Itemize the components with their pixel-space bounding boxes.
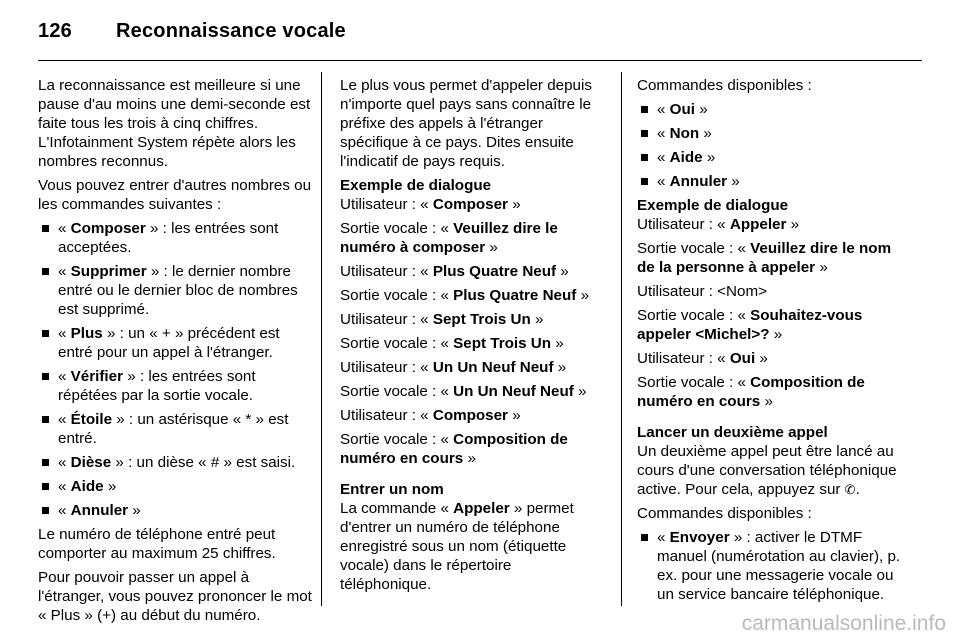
- command-keyword: Plus: [70, 325, 103, 342]
- page-header: [38, 20, 346, 43]
- dialog-heading: Exemple de dialogue: [340, 177, 492, 194]
- list-heading: Commandes disponibles :: [637, 77, 812, 94]
- command-desc: » : un « + » précédent est entré pour un appel à l'étranger.: [58, 325, 280, 361]
- list-item: « Envoyer » : activer le DTMF manuel (numérotation au clavier), p. ex. pour une messagerie vocale ou un service bancaire téléphonique.: [637, 528, 907, 604]
- dialog-line: Sortie vocale : « Un Un Neuf Neuf »: [340, 383, 587, 400]
- column-divider: [321, 72, 322, 606]
- list-item: « Annuler »: [637, 172, 907, 191]
- dialog-line: Utilisateur : « Plus Quatre Neuf »: [340, 263, 569, 280]
- command-desc: »: [128, 502, 141, 519]
- page-title: Reconnaissance vocale: [116, 20, 346, 42]
- dialog-line: Utilisateur : « Oui »: [637, 350, 768, 367]
- command-list: [38, 219, 312, 520]
- dialog-line: Sortie vocale : « Souhaitez-vous appeler <Michel>? »: [637, 307, 863, 343]
- dialog-line: Utilisateur : « Appeler »: [637, 216, 800, 233]
- list-item: « Plus » : un « + » précédent est entré pour un appel à l'étranger.: [38, 324, 312, 362]
- paragraph: Vous pouvez entrer d'autres nombres ou les commandes suivantes :: [38, 177, 312, 213]
- dialog-line: Sortie vocale : « Sept Trois Un »: [340, 335, 564, 352]
- command-desc: » : un dièse « # » est saisi.: [111, 454, 296, 471]
- paragraph: Un deuxième appel peut être lancé au cours d'une conversation téléphonique active. Pour cela, appuyez sur ✆.: [637, 443, 897, 498]
- command-keyword: Composer: [70, 220, 146, 237]
- command-desc: » : le dernier nombre entré ou le dernier bloc de nombres est supprimé.: [58, 263, 298, 318]
- command-keyword: Aide: [70, 478, 104, 495]
- dialog-line: Sortie vocale : « Composition de numéro en cours »: [340, 431, 568, 467]
- list-item: « Composer » : les entrées sont acceptées.: [38, 219, 312, 257]
- dialog-line: Utilisateur : « Un Un Neuf Neuf »: [340, 359, 567, 376]
- paragraph: La reconnaissance est meilleure si une pause d'au moins une demi-seconde est faite tous les trois à cinq chiffres. L'Infotainment System répète alors les nombres reconnus.: [38, 77, 311, 170]
- command-list: [637, 100, 907, 191]
- dialog-line: Sortie vocale : « Plus Quatre Neuf »: [340, 287, 590, 304]
- paragraph: Le numéro de téléphone entré peut comporter au maximum 25 chiffres.: [38, 526, 276, 562]
- list-item: « Oui »: [637, 100, 907, 119]
- command-keyword: Vérifier: [70, 368, 124, 385]
- column-1: [38, 76, 312, 630]
- column-3: [637, 76, 907, 609]
- list-item: « Supprimer » : le dernier nombre entré ou le dernier bloc de nombres est supprimé.: [38, 262, 312, 319]
- dialog-line: Sortie vocale : « Veuillez dire le nom de la personne à appeler »: [637, 240, 892, 276]
- list-item: « Dièse » : un dièse « # » est saisi.: [38, 453, 312, 472]
- command-desc: » : les entrées sont acceptées.: [58, 220, 279, 256]
- dialog-line: Utilisateur : <Nom>: [637, 283, 767, 300]
- section-heading: Entrer un nom: [340, 481, 444, 498]
- list-item: « Aide »: [38, 477, 312, 496]
- watermark: carmanualsonline.info: [741, 612, 946, 635]
- column-divider: [621, 72, 622, 606]
- dialog-line: Utilisateur : « Composer »: [340, 407, 521, 424]
- list-item: « Non »: [637, 124, 907, 143]
- column-2: [340, 76, 606, 599]
- dialog-heading: Exemple de dialogue: [637, 197, 789, 214]
- list-item: « Vérifier » : les entrées sont répétées par la sortie vocale.: [38, 367, 312, 405]
- command-keyword: Supprimer: [70, 263, 147, 280]
- header-rule: [38, 60, 922, 61]
- dialog-line: Utilisateur : « Sept Trois Un »: [340, 311, 544, 328]
- command-desc: »: [103, 478, 117, 495]
- page-number: 126: [38, 20, 72, 42]
- command-list: [637, 528, 907, 604]
- list-heading: Commandes disponibles :: [637, 505, 812, 522]
- command-keyword: Étoile: [70, 411, 113, 428]
- dialog-line: Sortie vocale : « Veuillez dire le numéro à composer »: [340, 220, 558, 256]
- command-desc: » : les entrées sont répétées par la sortie vocale.: [58, 368, 256, 404]
- command-keyword: Dièse: [70, 454, 112, 471]
- list-item: « Annuler »: [38, 501, 312, 520]
- dialog-line: Utilisateur : « Composer »: [340, 196, 521, 213]
- dialog-line: Sortie vocale : « Composition de numéro en cours »: [637, 374, 865, 410]
- phone-icon: ✆: [844, 482, 856, 497]
- command-keyword: Annuler: [70, 502, 129, 519]
- command-desc: » : un astérisque « * » est entré.: [58, 411, 289, 447]
- section-heading: Lancer un deuxième appel: [637, 424, 828, 441]
- list-item: « Aide »: [637, 148, 907, 167]
- paragraph: Le plus vous permet d'appeler depuis n'importe quel pays sans connaître le préfixe des appels à l'étranger spécifique à ce pays. Dites ensuite l'indicatif de pays requis.: [340, 77, 592, 170]
- list-item: « Étoile » : un astérisque « * » est entré.: [38, 410, 312, 448]
- paragraph: Pour pouvoir passer un appel à l'étranger, vous pouvez prononcer le mot « Plus » (+) au début du numéro.: [38, 569, 312, 624]
- paragraph: La commande « Appeler » permet d'entrer un numéro de téléphone enregistré sous un nom (étiquette vocale) dans le répertoire téléphonique.: [340, 500, 574, 593]
